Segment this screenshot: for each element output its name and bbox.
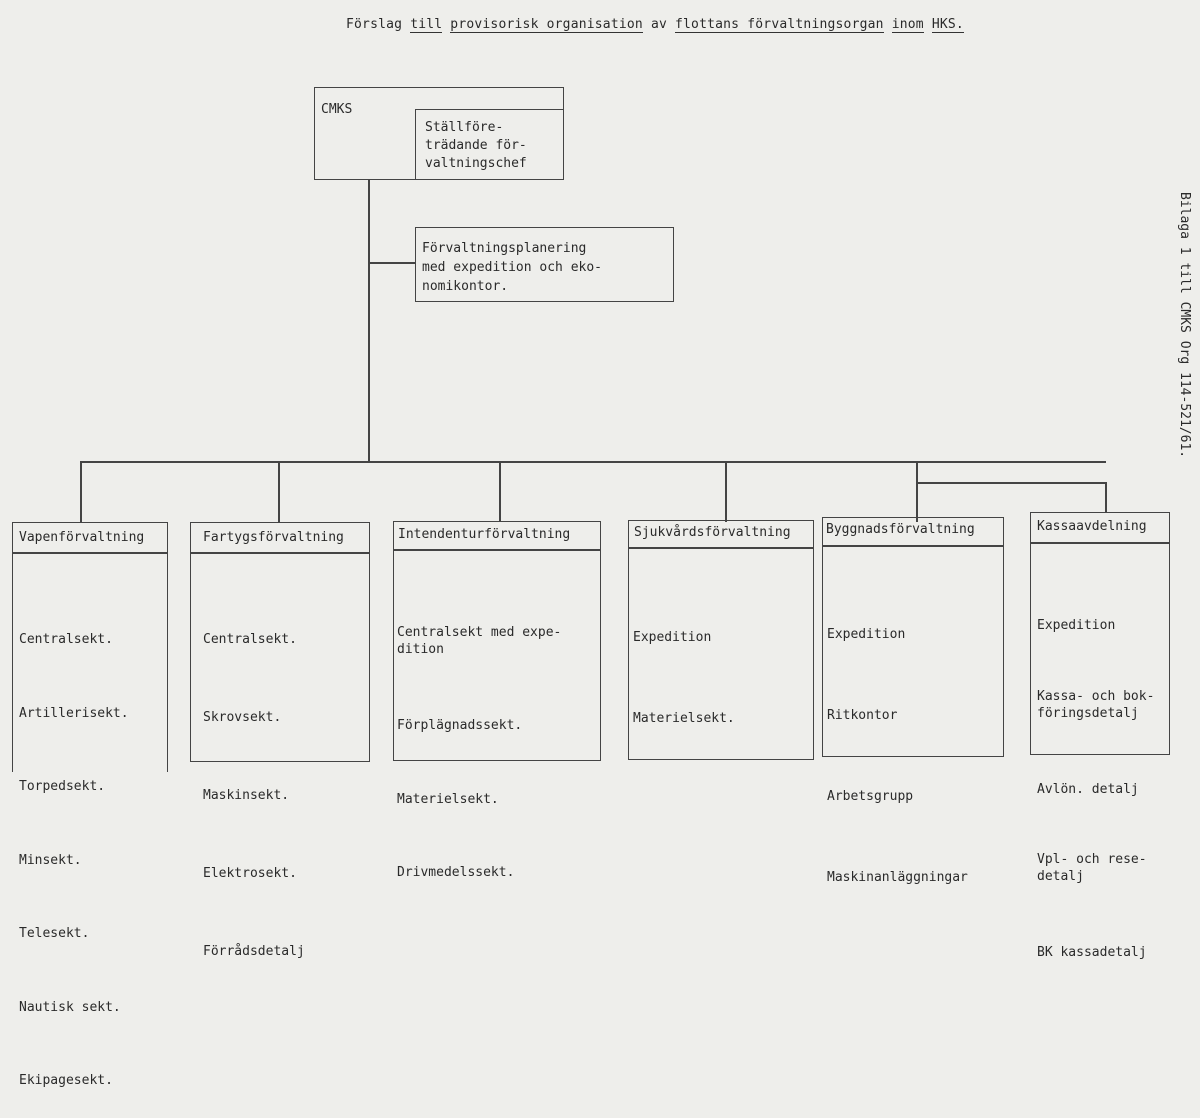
department-items — [19, 579, 129, 1118]
section-item: Materielsekt. — [397, 791, 499, 807]
section-item: Maskinsekt. — [203, 788, 290, 803]
planning-line: nomikontor. — [422, 279, 509, 294]
section-item: Centralsekt. — [19, 632, 113, 647]
department-header-divider — [628, 547, 814, 549]
section-item: Arbetsgrupp — [827, 789, 914, 804]
title-word: provisorisk organisation — [450, 17, 643, 32]
section-item: Expedition — [633, 630, 712, 645]
section-item: Artillerisekt. — [19, 705, 129, 721]
planning-line: med expedition och eko- — [422, 260, 603, 275]
connector-horizontal-right — [916, 482, 1106, 484]
department-name: Sjukvårdsförvaltning — [634, 525, 791, 540]
title-word: HKS. — [931, 17, 964, 32]
appendix-note: Bilaga 1 till CMKS Org 114-521/61. — [1177, 192, 1192, 459]
department-header-divider — [822, 545, 1004, 547]
section-item: Avlön. detalj — [1037, 781, 1139, 797]
department-items — [203, 575, 305, 991]
department-header-divider — [1030, 542, 1170, 544]
department-header-divider — [393, 549, 601, 551]
planning-line: Förvaltningsplanering — [422, 241, 587, 256]
title-word: av — [650, 17, 667, 32]
department-name: Byggnadsförvaltning — [826, 522, 975, 537]
cmks-label: CMKS — [321, 102, 353, 117]
department-header-divider — [190, 552, 370, 554]
deputy-line: Ställföre- — [425, 120, 504, 135]
section-item: Expedition — [827, 627, 906, 642]
section-item: Torpedsekt. — [19, 779, 106, 794]
section-item: Materielsekt. — [633, 711, 735, 726]
department-items — [397, 575, 561, 910]
section-item: BK kassadetalj — [1037, 945, 1147, 960]
department-items — [1037, 565, 1154, 990]
section-item: Kassa- och bok- föringsdetalj — [1037, 688, 1155, 721]
title-word: till — [410, 17, 443, 32]
chart-title — [346, 17, 972, 33]
section-item: Minsekt. — [19, 852, 82, 868]
department-name: Kassaavdelning — [1037, 519, 1147, 534]
section-item: Ritkontor — [827, 708, 898, 723]
section-item: Förplägnadssekt. — [397, 718, 523, 733]
connector-drop — [499, 461, 501, 522]
section-item: Drivmedelssekt. — [397, 865, 515, 880]
department-header-divider — [12, 552, 168, 554]
section-item: Nautisk sekt. — [19, 999, 121, 1015]
section-item: Elektrosekt. — [203, 866, 297, 881]
connector-drop — [916, 461, 918, 522]
section-item: Centralsekt med expe- dition — [397, 625, 562, 657]
connector-drop — [80, 461, 82, 522]
deputy-line: trädande för- — [425, 138, 527, 153]
department-name: Intendenturförvaltning — [398, 527, 571, 542]
connector-trunk — [368, 180, 370, 462]
section-item: Telesekt. — [19, 926, 90, 941]
section-item: Vpl- och rese- detalj — [1037, 852, 1147, 884]
connector-horizontal — [80, 461, 1106, 463]
connector-drop — [725, 461, 727, 522]
deputy-line: valtningschef — [425, 156, 527, 171]
section-item: Expedition — [1037, 618, 1116, 633]
section-item: Centralsekt. — [203, 632, 297, 647]
department-items — [827, 567, 968, 918]
connector-drop — [1105, 482, 1107, 512]
title-word: Förslag — [346, 17, 403, 32]
title-word: flottans förvaltningsorgan — [675, 17, 884, 32]
section-item: Ekipagesekt. — [19, 1073, 113, 1088]
department-name: Vapenförvaltning — [19, 530, 145, 545]
section-item: Skrovsekt. — [203, 710, 282, 725]
connector-planning — [368, 262, 416, 264]
section-item: Maskinanläggningar — [827, 870, 968, 885]
department-name: Fartygsförvaltning — [203, 530, 344, 545]
title-word: inom — [891, 17, 924, 32]
section-item: Förrådsdetalj — [203, 944, 305, 959]
department-items — [633, 570, 735, 759]
connector-drop — [278, 461, 280, 522]
